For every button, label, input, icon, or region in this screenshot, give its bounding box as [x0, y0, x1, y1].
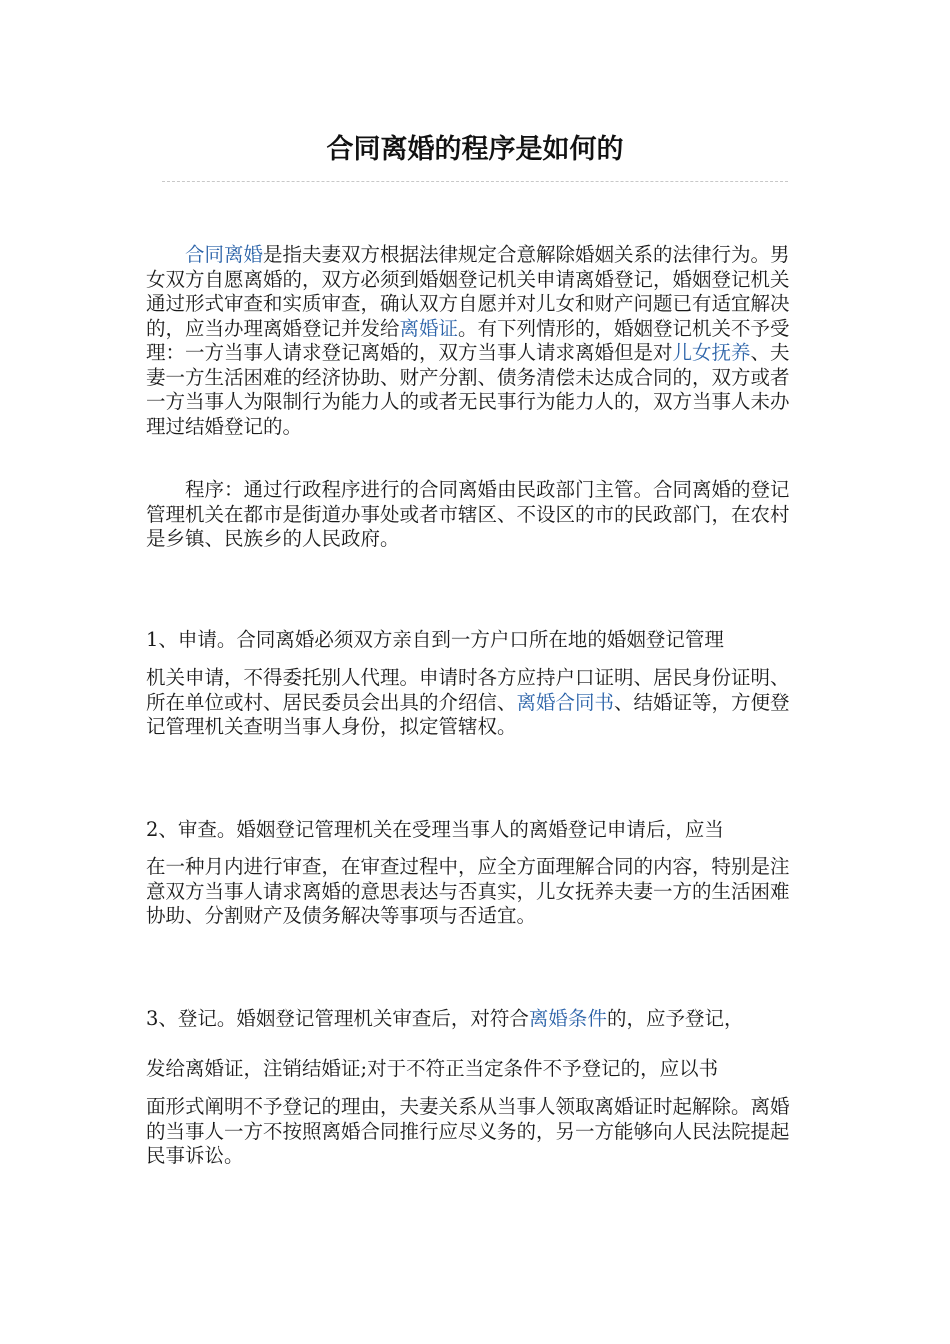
link-divorce-agreement[interactable]: 离婚合同书	[516, 690, 615, 714]
intro-text-3: 、夫妻一方生活困难的经济协助、财产分割、债务清偿未达成合同的，双方或者一方当事人为限制行为能力人的或者无民事行为能力人的，双方当事人未办理过结婚登记的。	[146, 341, 790, 438]
step3-paragraph: 面形式阐明不予登记的理由，夫妻关系从当事人领取离婚证时起解除。离婚的当事人一方不按照离婚合同推行应尽义务的，另一方能够向人民法院提起民事诉讼。	[146, 1095, 790, 1167]
page-title: 合同离婚的程序是如何的	[326, 134, 624, 165]
link-divorce-certificate[interactable]: 离婚证	[399, 316, 459, 340]
step3-text-1a: 3、登记。婚姻登记管理机关审查后，对符合	[146, 1007, 529, 1030]
step2-line1: 2、审查。婚姻登记管理机关在受理当事人的离婚登记申请后，应当	[146, 818, 724, 841]
step1-paragraph	[146, 666, 802, 740]
link-agreement-divorce[interactable]: 合同离婚	[185, 243, 264, 266]
step3-line1	[146, 1007, 802, 1032]
title-divider	[162, 181, 788, 182]
step1-line1: 1、申请。合同离婚必须双方亲自到一方户口所在地的婚姻登记管理	[146, 628, 724, 651]
link-divorce-conditions[interactable]: 离婚条件	[528, 1007, 607, 1030]
intro-paragraph	[146, 243, 802, 439]
step3-text-1b: 的，应予登记，	[606, 1007, 744, 1030]
step1-text-2: 、结婚证等，方便登记管理机关查明当事人身份，拟定管辖权。	[146, 690, 790, 738]
step2-paragraph: 在一种月内进行审查，在审查过程中，应全方面理解合同的内容，特别是注意双方当事人请求离婚的意思表达与否真实，儿女抚养夫妻一方的生活困难协助、分割财产及债务解决等事项与否适宜。	[146, 855, 790, 927]
step1-text-1: 机关申请，不得委托别人代理。申请时各方应持户口证明、居民身份证明、所在单位或村、居民委员会出具的介绍信、	[146, 666, 790, 714]
intro-text-1: 是指夫妻双方根据法律规定合意解除婚姻关系的法律行为。男女双方自愿离婚的，双方必须到婚姻登记机关申请离婚登记，婚姻登记机关通过形式审查和实质审查，确认双方自愿并对儿女和财产问题已有适宜解决的，应当办理离婚登记并发给	[146, 243, 790, 340]
link-child-custody[interactable]: 儿女抚养	[672, 341, 751, 364]
procedure-paragraph: 程序：通过行政程序进行的合同离婚由民政部门主管。合同离婚的登记管理机关在都市是街道办事处或者市辖区、不设区的市的民政部门，在农村是乡镇、民族乡的人民政府。	[146, 478, 790, 550]
intro-text-2: 。有下列情形的，婚姻登记机关不予受理：一方当事人请求登记离婚的，双方当事人请求离婚但是对	[146, 316, 790, 364]
step3-line2: 发给离婚证，注销结婚证;对于不符正当定条件不予登记的，应以书	[146, 1057, 719, 1080]
